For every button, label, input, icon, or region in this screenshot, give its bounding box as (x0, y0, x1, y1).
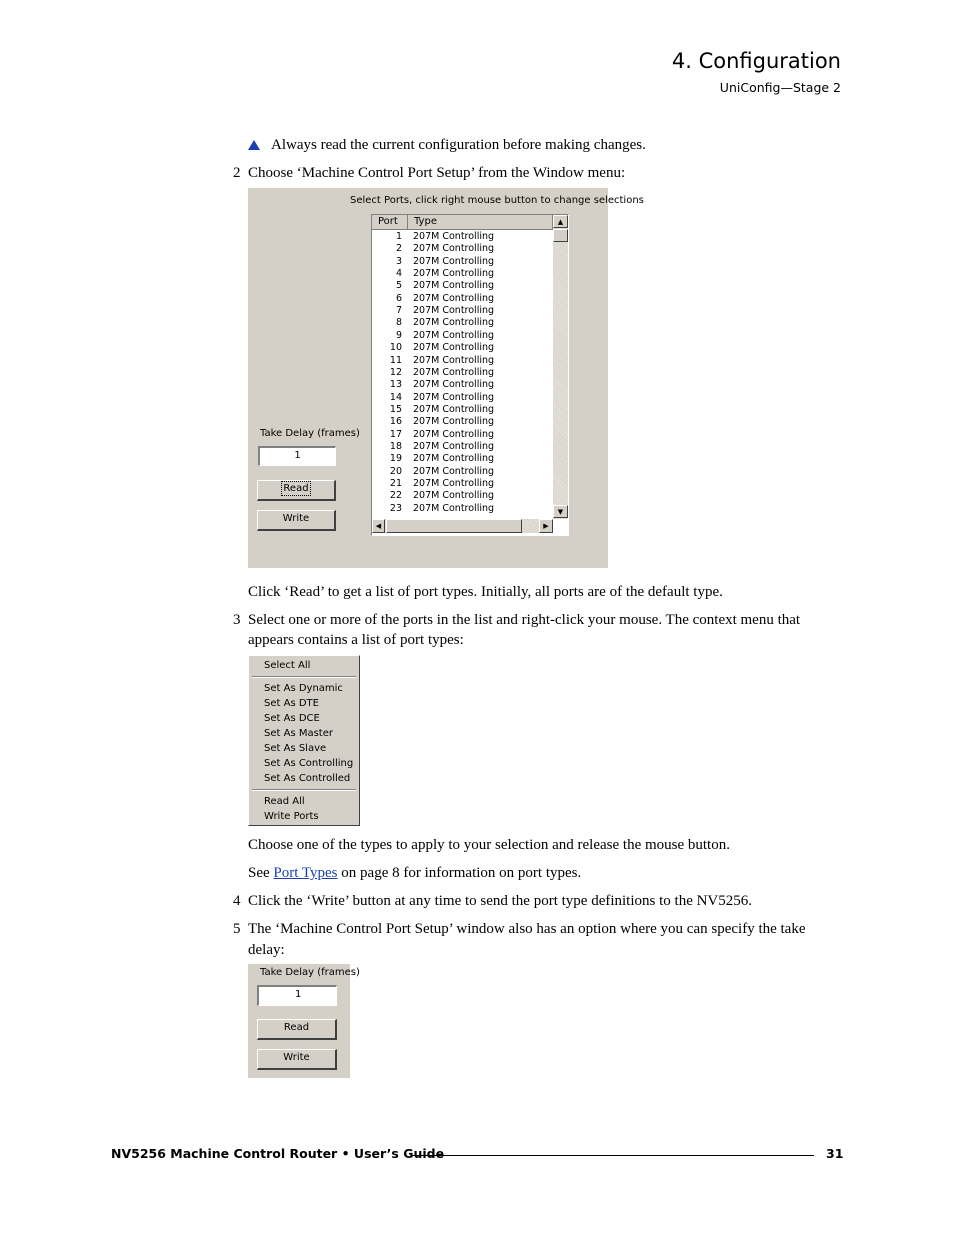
footer-rule (411, 1155, 814, 1156)
write-button-label: Write (282, 513, 310, 524)
footer-title: NV5256 Machine Control Router • User’s Guide (111, 1146, 445, 1161)
port-number: 17 (389, 428, 402, 440)
step-text: Choose one of the types to apply to your selection and release the mouse button. (248, 837, 730, 853)
port-row[interactable] (372, 256, 494, 268)
step-text: Choose ‘Machine Control Port Setup’ from the Window menu: (248, 165, 626, 181)
port-row[interactable] (372, 355, 494, 367)
scroll-down-icon[interactable]: ▼ (553, 505, 568, 518)
menu-item[interactable]: Set As Slave (264, 743, 327, 754)
step-text: delay: (248, 942, 285, 958)
menu-item[interactable]: Set As Master (264, 728, 333, 739)
menu-item[interactable]: Select All (264, 660, 311, 671)
page-subtitle: UniConfig—Stage 2 (719, 80, 841, 95)
port-row[interactable] (372, 231, 494, 243)
port-row[interactable] (372, 466, 494, 478)
write-button[interactable] (257, 1049, 337, 1070)
port-row[interactable] (372, 503, 494, 515)
port-number: 20 (389, 465, 402, 477)
vertical-scrollbar[interactable] (553, 215, 568, 519)
read-button[interactable] (257, 480, 336, 501)
port-number: 12 (389, 366, 402, 378)
menu-item[interactable]: Set As Dynamic (264, 683, 343, 694)
port-number: 16 (389, 416, 402, 428)
write-button[interactable] (257, 510, 336, 531)
port-type: 207M Controlling (413, 292, 495, 304)
page-number: 31 (826, 1146, 844, 1161)
port-type: 207M Controlling (413, 329, 495, 341)
scroll-thumb[interactable] (553, 229, 568, 242)
port-setup-window (248, 188, 644, 568)
column-header-port[interactable]: Port (372, 215, 408, 230)
port-type: 207M Controlling (413, 317, 495, 329)
take-delay-label: Take Delay (frames) (260, 428, 360, 439)
port-number: 21 (389, 478, 402, 489)
port-row[interactable] (372, 416, 494, 428)
step-number: 4 (233, 893, 241, 909)
take-delay-input[interactable]: 1 (257, 985, 337, 1006)
take-delay-panel (248, 964, 360, 1078)
port-number: 13 (389, 379, 402, 391)
port-row[interactable] (372, 490, 494, 502)
read-button[interactable] (257, 1019, 337, 1040)
port-row[interactable] (372, 404, 494, 416)
warning-triangle-icon (248, 140, 260, 150)
port-row[interactable] (372, 453, 494, 465)
see-suffix: on page 8 for information on port types. (337, 865, 582, 881)
port-number: 9 (395, 329, 402, 341)
scroll-left-icon[interactable]: ◀ (372, 519, 385, 533)
port-type: 207M Controlling (413, 255, 495, 267)
step-text: appears contains a list of port types: (248, 632, 464, 648)
port-list[interactable] (371, 214, 569, 536)
page-title: 4. Configuration (671, 49, 841, 73)
instruction-label: Select Ports, click right mouse button to change selections (350, 195, 644, 206)
port-type: 207M Controlling (413, 366, 495, 378)
see-prefix: See (248, 865, 274, 881)
port-type: 207M Controlling (413, 243, 495, 255)
port-number: 19 (389, 453, 402, 465)
step-text: Click ‘Read’ to get a list of port types. Initially, all ports are of the default type. (248, 584, 723, 600)
port-type: 207M Controlling (413, 490, 495, 502)
port-row[interactable] (372, 305, 494, 317)
write-button-label: Write (283, 1052, 310, 1063)
menu-separator (252, 789, 356, 791)
take-delay-input[interactable]: 1 (258, 446, 336, 466)
port-row[interactable] (372, 268, 494, 280)
port-type: 207M Controlling (413, 231, 495, 242)
menu-separator (252, 676, 356, 678)
port-type: 207M Controlling (413, 268, 495, 280)
menu-item[interactable]: Write Ports (264, 811, 319, 822)
port-number: 18 (389, 440, 402, 452)
port-row[interactable] (372, 342, 494, 354)
read-button-label: Read (283, 483, 309, 494)
step-number: 2 (233, 165, 241, 181)
port-row[interactable] (372, 243, 494, 255)
port-number: 1 (395, 231, 402, 242)
port-type: 207M Controlling (413, 280, 495, 292)
port-type: 207M Controlling (413, 416, 495, 428)
scroll-up-icon[interactable]: ▲ (553, 215, 568, 228)
port-number: 23 (389, 502, 402, 514)
port-type: 207M Controlling (413, 403, 495, 415)
port-number: 11 (389, 354, 402, 366)
port-type: 207M Controlling (413, 354, 495, 366)
port-row[interactable] (372, 330, 494, 342)
port-type: 207M Controlling (413, 391, 495, 403)
context-menu (248, 655, 360, 826)
step-number: 3 (233, 612, 241, 628)
port-type: 207M Controlling (413, 379, 495, 391)
port-number: 3 (395, 255, 402, 267)
port-row[interactable] (372, 429, 494, 441)
port-type: 207M Controlling (413, 478, 495, 489)
port-type: 207M Controlling (413, 342, 495, 354)
port-type: 207M Controlling (413, 453, 495, 465)
port-number: 2 (395, 243, 402, 255)
port-row[interactable] (372, 293, 494, 305)
step-text: Select one or more of the ports in the list and right-click your mouse. The context menu that (248, 612, 801, 628)
read-button-label: Read (283, 1022, 310, 1033)
menu-item[interactable]: Set As DCE (264, 713, 320, 724)
scroll-right-icon[interactable]: ▶ (539, 519, 553, 533)
port-type: 207M Controlling (413, 305, 495, 317)
step-number: 5 (233, 921, 241, 937)
menu-item[interactable]: Set As Controlled (264, 773, 351, 784)
take-delay-label: Take Delay (frames) (260, 967, 360, 978)
port-number: 10 (389, 342, 402, 354)
port-types-link[interactable]: Port Types (273, 865, 338, 881)
horizontal-scroll-thumb[interactable] (386, 519, 522, 533)
port-number: 4 (395, 268, 402, 280)
port-row[interactable] (372, 379, 494, 391)
step-text: The ‘Machine Control Port Setup’ window also has an option where you can specify the take (248, 921, 806, 937)
see-also-text (248, 863, 581, 883)
port-row[interactable] (372, 441, 494, 453)
note-text: Always read the current configuration before making changes. (271, 137, 646, 153)
port-row[interactable] (372, 367, 494, 379)
menu-item[interactable]: Read All (264, 796, 305, 807)
menu-item[interactable]: Set As Controlling (264, 758, 354, 769)
menu-item[interactable]: Set As DTE (264, 698, 319, 709)
port-type: 207M Controlling (413, 428, 495, 440)
port-number: 22 (389, 490, 402, 502)
port-number: 5 (395, 280, 402, 292)
port-type: 207M Controlling (413, 465, 495, 477)
port-row[interactable] (372, 280, 494, 292)
port-number: 15 (389, 403, 402, 415)
step-text: Click the ‘Write’ button at any time to send the port type definitions to the NV5256. (248, 893, 753, 909)
port-type: 207M Controlling (413, 502, 495, 514)
column-header-type[interactable]: Type (408, 215, 553, 230)
port-number: 7 (395, 305, 402, 317)
port-number: 6 (395, 292, 402, 304)
port-row[interactable] (372, 392, 494, 404)
port-number: 8 (395, 317, 402, 329)
port-row[interactable] (372, 317, 494, 329)
port-row[interactable] (372, 478, 494, 490)
port-number: 14 (389, 391, 402, 403)
port-type: 207M Controlling (413, 440, 495, 452)
